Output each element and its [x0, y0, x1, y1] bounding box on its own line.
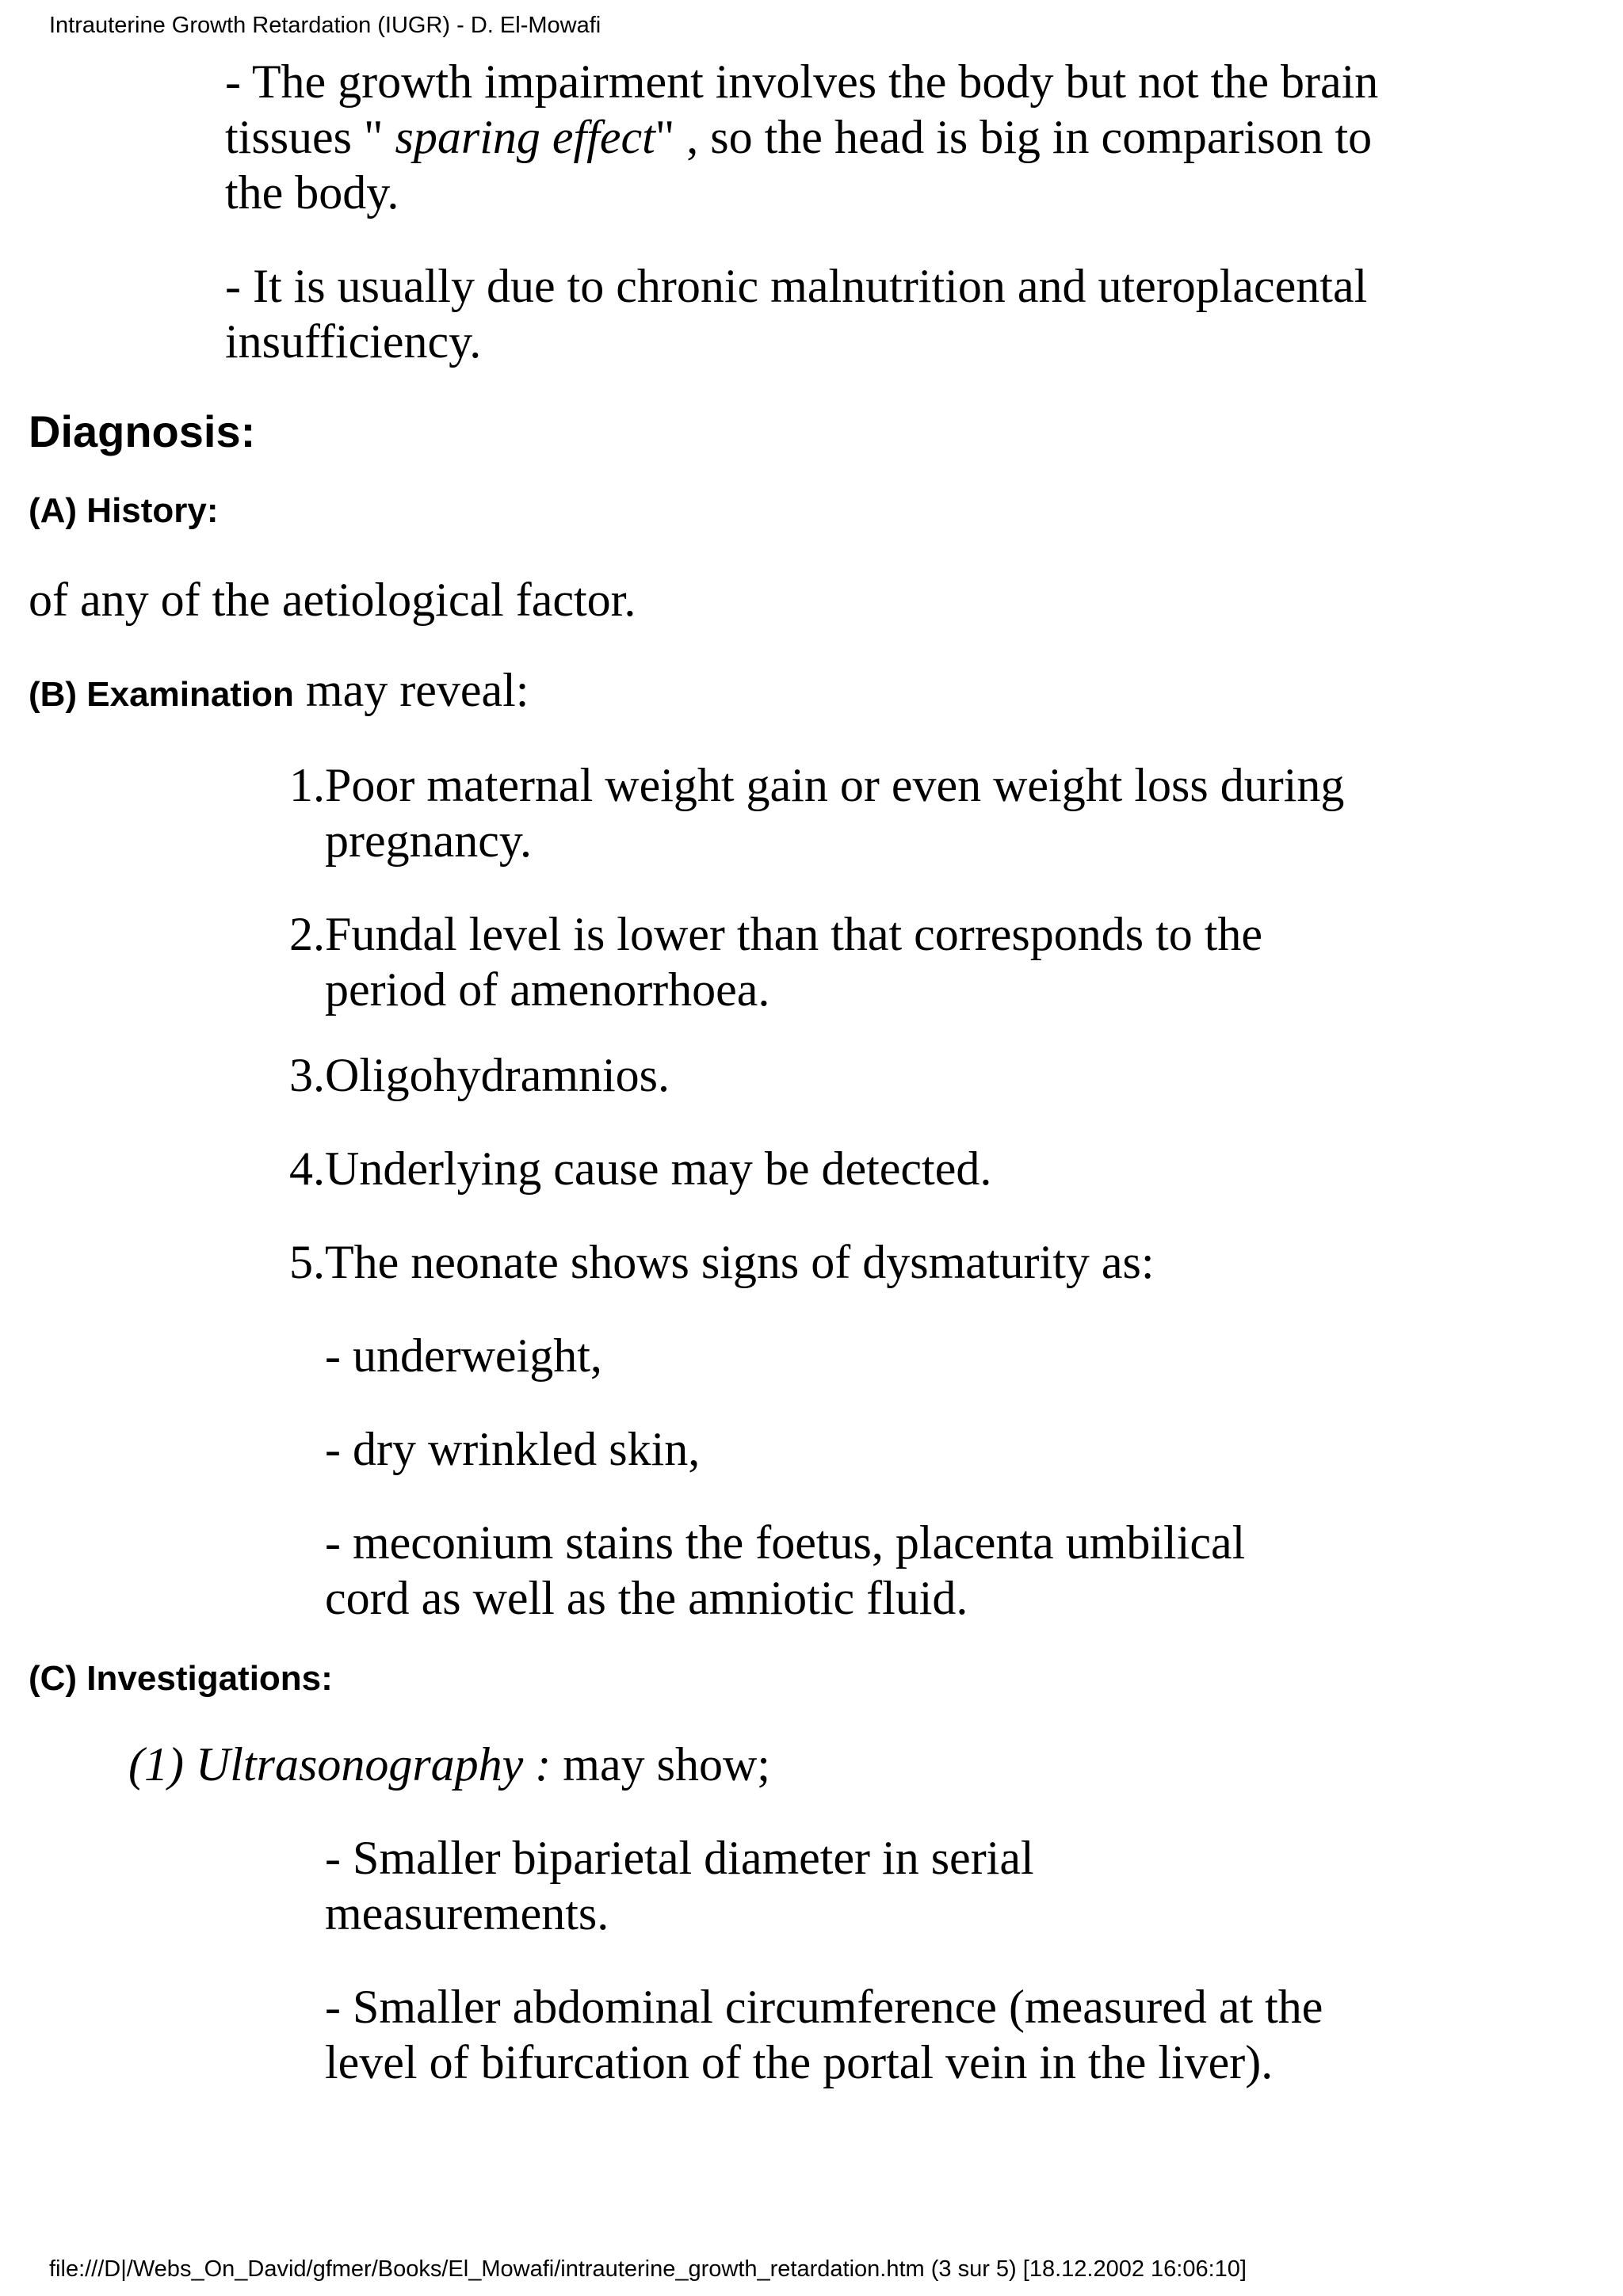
list-item-number: 3. — [289, 1049, 325, 1101]
history-heading: (A) History: — [29, 491, 219, 530]
examination-heading: (B) Examination — [29, 675, 294, 714]
sparing-effect-term: sparing effect — [395, 111, 655, 163]
list-item-number: 1. — [289, 759, 325, 811]
diagnosis-heading: Diagnosis: — [29, 406, 256, 456]
dysmaturity-sign: - underweight, — [325, 1329, 602, 1382]
dysmaturity-sign: - dry wrinkled skin, — [325, 1423, 701, 1475]
list-item — [260, 1141, 1449, 1196]
list-item-number: 5. — [289, 1236, 325, 1288]
list-item-text: Oligohydramnios. — [325, 1049, 670, 1101]
list-item — [260, 1047, 1449, 1103]
list-item-number: 2. — [289, 908, 325, 960]
page-header-title: Intrauterine Growth Retardation (IUGR) - D. El-Mowafi — [49, 13, 601, 38]
intro-text-start: - The growth impairment involves the body but not the brain tissues " — [225, 55, 1379, 163]
intro-text-end: " , so the head is big in comparison to the body. — [225, 111, 1373, 219]
page-footer-url: file:///D|/Webs_On_David/gfmer/Books/El_Mowafi/intrauterine_growth_retardation.htm (3 sur 5) [18.12.2002 16:06:10] — [49, 2256, 1247, 2282]
list-item-text: Underlying cause may be detected. — [325, 1142, 992, 1195]
list-item — [260, 1234, 1449, 1290]
list-item — [260, 757, 1449, 868]
list-item-text: Poor maternal weight gain or even weight loss during pregnancy. — [325, 759, 1345, 867]
list-item-text: The neonate shows signs of dysmaturity as: — [325, 1236, 1155, 1288]
list-item-text: Fundal level is lower than that corresponds to the period of amenorrhoea. — [325, 908, 1263, 1016]
history-text: of any of the aetiological factor. — [29, 574, 636, 626]
list-item-number: 4. — [289, 1142, 325, 1195]
dysmaturity-sign: - meconium stains the foetus, placenta umbilical cord as well as the amniotic fluid. — [325, 1516, 1246, 1624]
ultrasonography-line — [128, 1737, 770, 1792]
ultrasonography-label: (1) Ultrasonography : — [128, 1738, 552, 1791]
ultrasound-finding: - Smaller biparietal diameter in serial measurements. — [325, 1832, 1034, 1939]
ultrasonography-tail: may show; — [551, 1738, 770, 1791]
ultrasound-finding: - Smaller abdominal circumference (measured at the level of bifurcation of the portal vein in the liver). — [325, 1981, 1323, 2088]
examination-heading-line — [29, 662, 529, 723]
intro-paragraph-cause: - It is usually due to chronic malnutrition and uteroplacental insufficiency. — [225, 260, 1368, 368]
investigations-heading: (C) Investigations: — [29, 1659, 333, 1698]
intro-paragraph-sparing-effect — [225, 54, 1382, 220]
list-item — [260, 906, 1369, 1017]
examination-heading-tail: may reveal: — [293, 664, 529, 716]
